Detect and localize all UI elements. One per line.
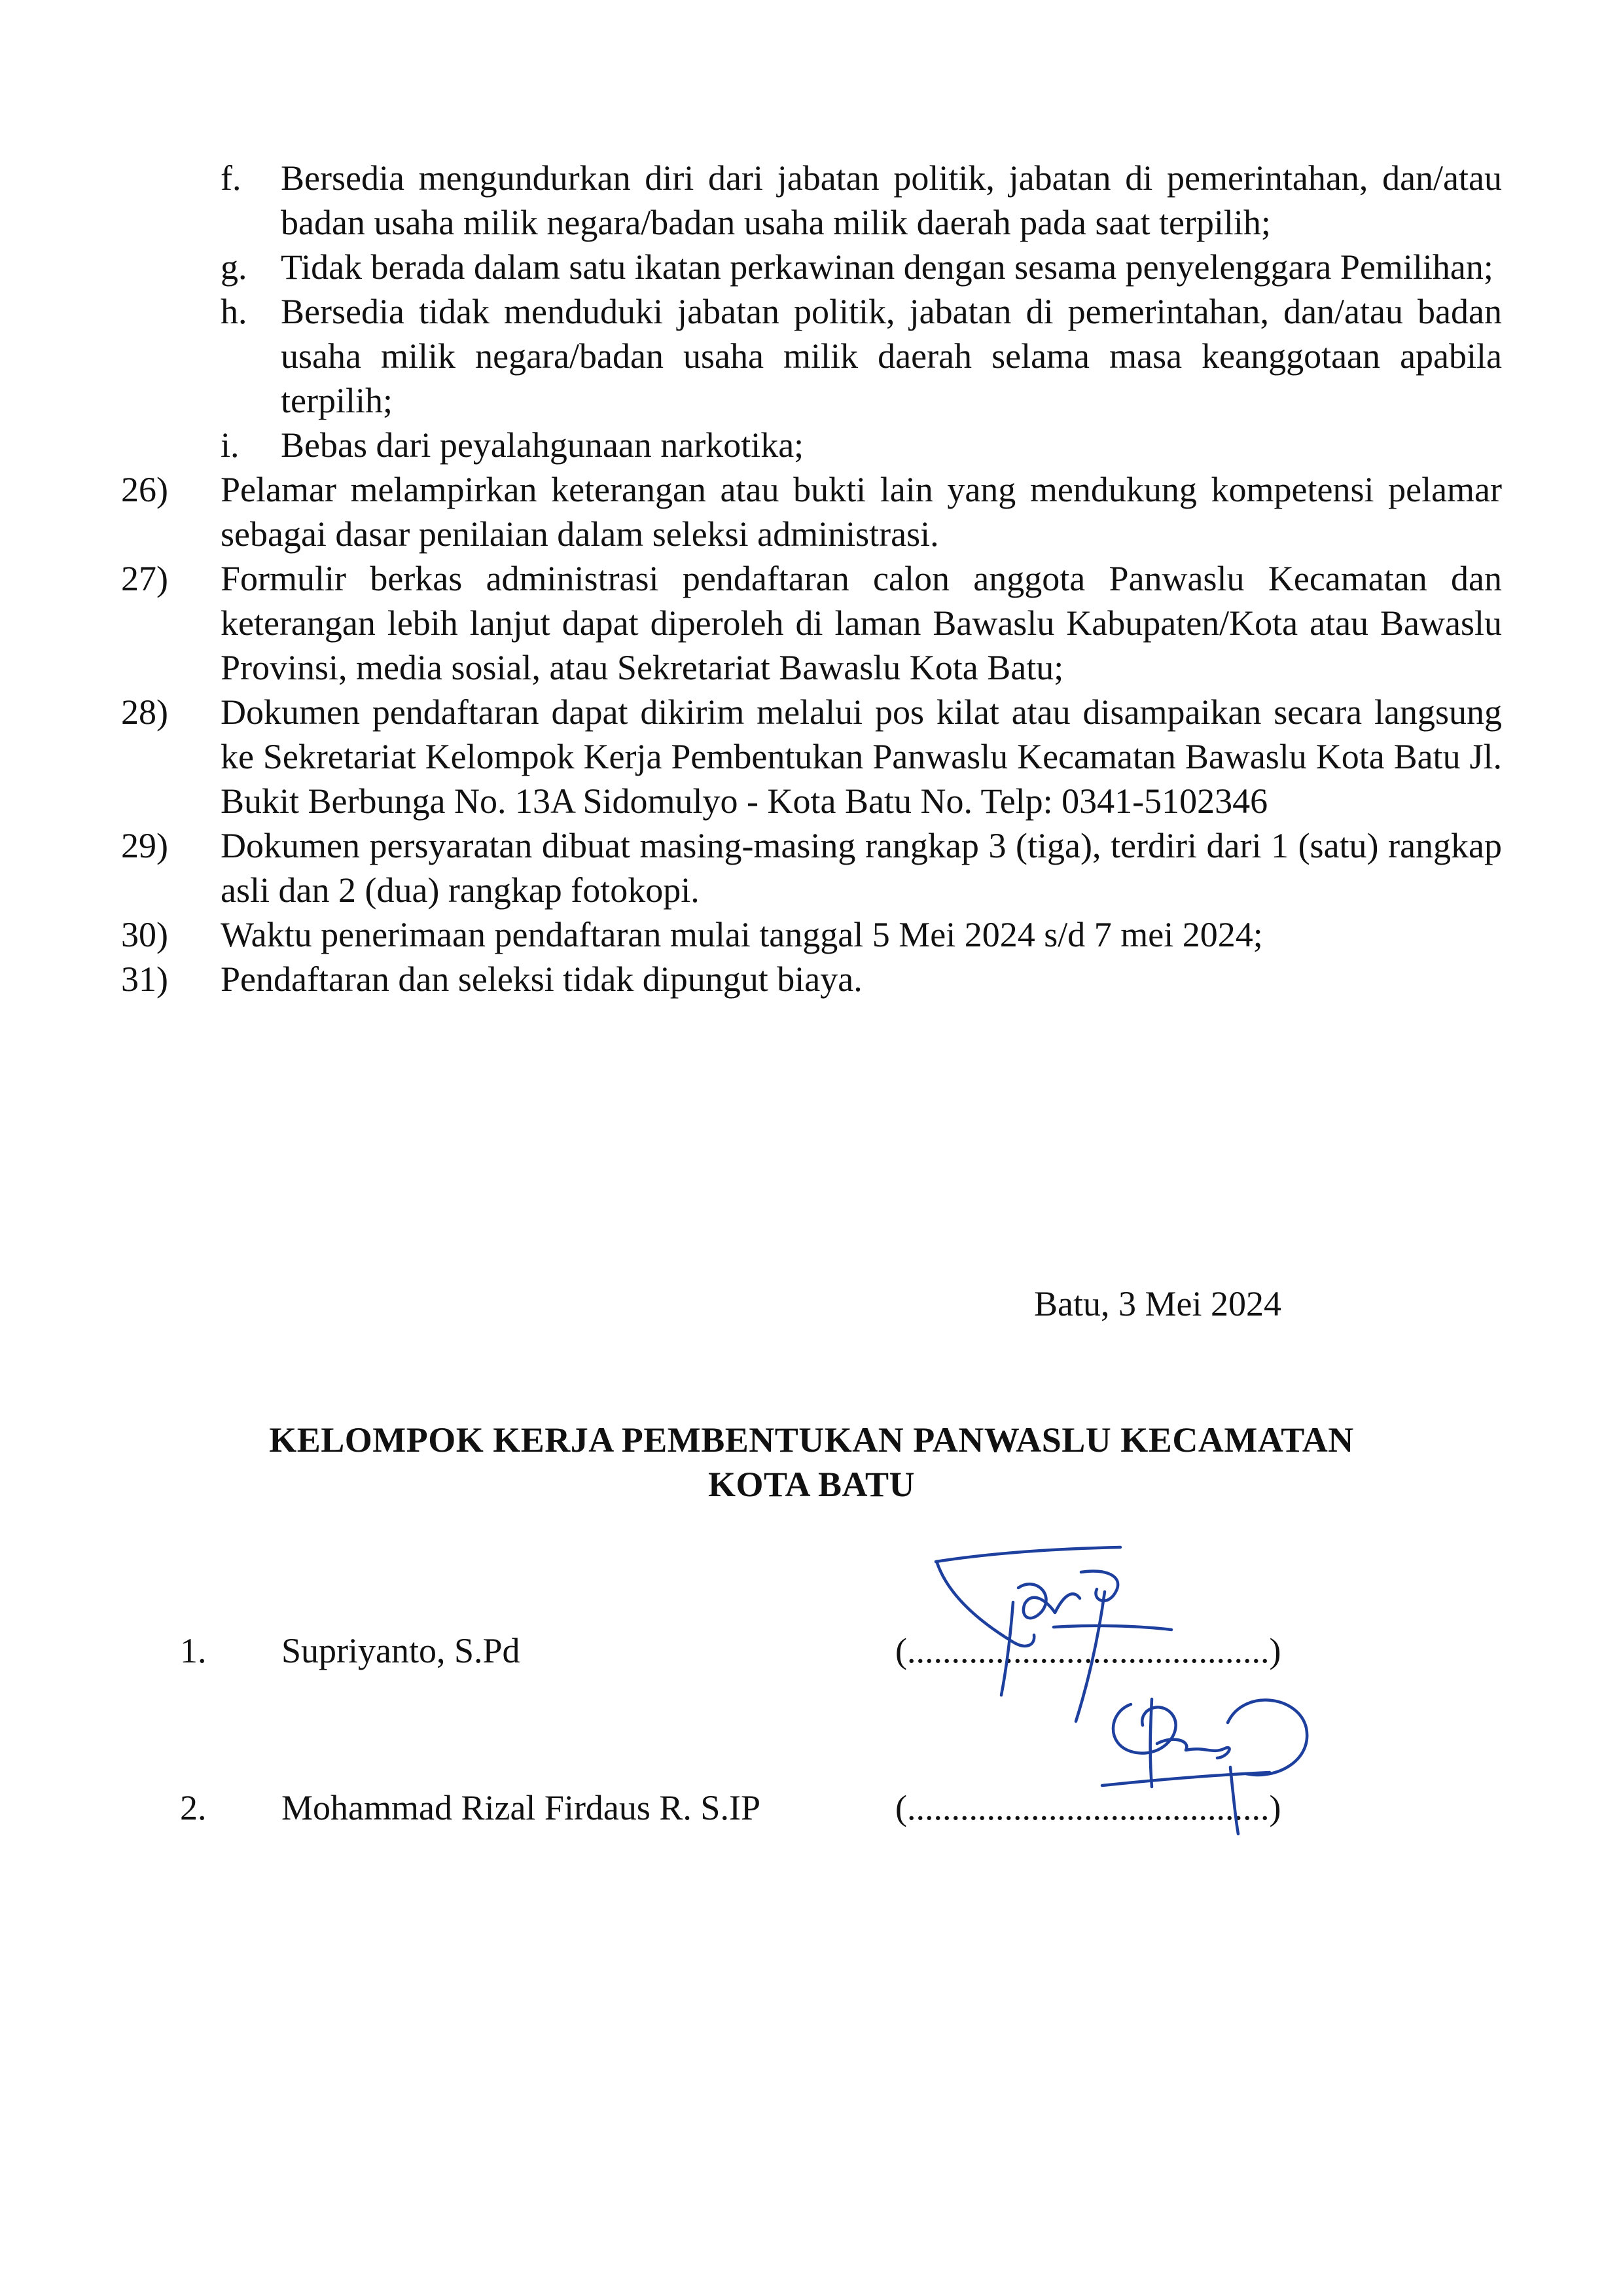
list-item-31 [121,957,1502,1001]
item-text: Pelamar melampirkan keterangan atau bukti lain yang mendukung kompetensi pelamar sebagai dasar penilaian dalam seleksi administrasi. [221,470,1502,554]
signatory-name: Supriyanto, S.Pd [281,1631,520,1670]
committee-title-line2: KOTA BATU [707,1465,916,1504]
place-date: Batu, 3 Mei 2024 [1034,1284,1281,1323]
item-number: 28) [121,692,168,732]
item-number: 30) [121,915,168,954]
sub-item-label: h. [221,292,247,331]
list-item-30 [121,912,1502,957]
sub-item-i [121,423,1502,467]
item-text: Pendaftaran dan seleksi tidak dipungut biaya. [221,960,863,999]
list-item-28 [121,690,1502,823]
sub-item-text: Tidak berada dalam satu ikatan perkawinan dengan sesama penyelenggara Pemilihan; [281,247,1493,287]
committee-title [0,1418,1623,1507]
item-number: 29) [121,826,168,865]
signatory-index: 2. [180,1788,207,1827]
list-item-29 [121,823,1502,912]
signature-line: (.........................................) [895,1788,1281,1827]
sub-item-label: i. [221,425,240,465]
signatory-name: Mohammad Rizal Firdaus R. S.IP [281,1788,760,1827]
committee-title-line1: KELOMPOK KERJA PEMBENTUKAN PANWASLU KECAMATAN [269,1420,1354,1460]
sub-item-text: Bebas dari peyalahgunaan narkotika; [281,425,804,465]
sub-item-label: g. [221,247,247,287]
sub-item-g [121,245,1502,289]
sub-item-label: f. [221,158,241,198]
list-item-27 [121,556,1502,690]
sub-item-h [121,289,1502,423]
item-number: 31) [121,960,168,999]
item-number: 26) [121,470,168,509]
requirements-list [121,156,1502,1001]
sub-item-text: Bersedia mengundurkan diri dari jabatan politik, jabatan di pemerintahan, dan/atau badan usaha milik negara/badan usaha milik daerah pada saat terpilih; [281,158,1502,242]
signatory-row [0,1785,1623,1838]
item-text: Dokumen pendaftaran dapat dikirim melalui pos kilat atau disampaikan secara langsung ke Sekretariat Kelompok Kerja Pembentukan Panwaslu Kecamatan Bawaslu Kota Batu Jl. Bukit Berbunga No. 13A Sidomulyo - Kota Batu No. Telp: 0341-5102346 [221,692,1502,821]
sub-item-f [121,156,1502,245]
signatory-row [0,1628,1623,1681]
item-number: 27) [121,559,168,598]
item-text: Waktu penerimaan pendaftaran mulai tanggal 5 Mei 2024 s/d 7 mei 2024; [221,915,1263,954]
list-item-26 [121,467,1502,556]
sub-item-text: Bersedia tidak menduduki jabatan politik, jabatan di pemerintahan, dan/atau badan usaha milik negara/badan usaha milik daerah selama masa keanggotaan apabila terpilih; [281,292,1502,420]
item-text: Formulir berkas administrasi pendaftaran calon anggota Panwaslu Kecamatan dan keterangan lebih lanjut dapat diperoleh di laman Bawaslu Kabupaten/Kota atau Bawaslu Provinsi, media sosial, atau Sekretariat Bawaslu Kota Batu; [221,559,1502,687]
item-text: Dokumen persyaratan dibuat masing-masing rangkap 3 (tiga), terdiri dari 1 (satu) rangkap asli dan 2 (dua) rangkap fotokopi. [221,826,1502,910]
signatory-index: 1. [180,1631,207,1670]
signature-line: (.........................................) [895,1631,1281,1670]
